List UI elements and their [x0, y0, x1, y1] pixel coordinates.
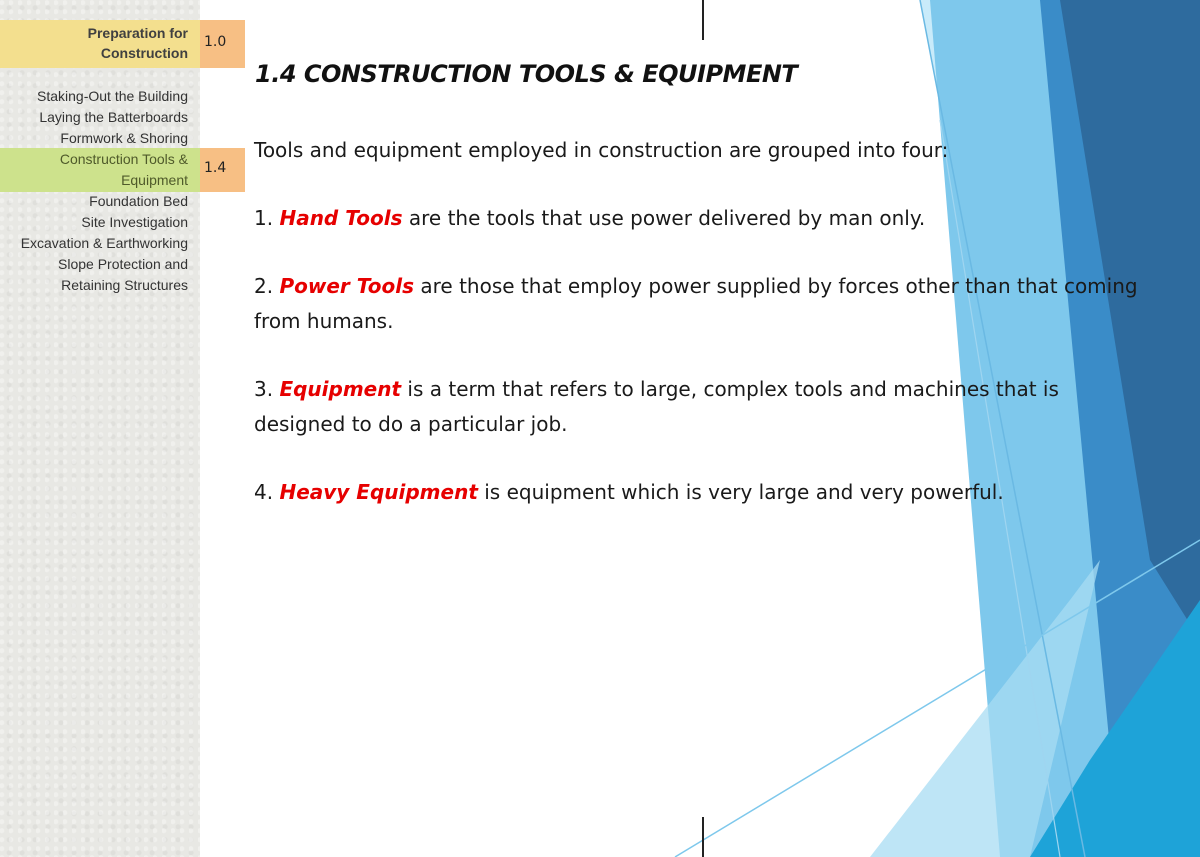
term-power-tools: Power Tools: [279, 274, 415, 298]
section-number: 1.0: [204, 34, 227, 50]
topic-item-formwork[interactable]: Formwork & Shoring: [60, 130, 188, 146]
topic-item-batterboards[interactable]: Laying the Batterboards: [39, 109, 188, 125]
item-number: 1.: [254, 206, 280, 230]
topic-item-construction-tools-line2: Equipment: [121, 172, 188, 188]
definition-item-hand-tools: [254, 201, 1154, 236]
topic-list: [0, 86, 188, 296]
section-title: [0, 23, 188, 63]
section-title-line1: Preparation for: [87, 25, 188, 41]
topic-item-foundation-bed[interactable]: Foundation Bed: [89, 193, 188, 209]
item-number: 2.: [254, 274, 280, 298]
term-equipment: Equipment: [279, 377, 402, 401]
top-tick-mark: [702, 0, 704, 40]
definition-item-heavy-equipment: [254, 475, 1154, 510]
topic-item-excavation[interactable]: Excavation & Earthworking: [20, 235, 188, 251]
topic-item-construction-tools[interactable]: [0, 149, 188, 191]
active-item-number: 1.4: [204, 160, 227, 176]
slide-body: [254, 133, 1154, 543]
bottom-tick-mark: [702, 817, 704, 857]
item-text: is equipment which is very large and very powerful.: [477, 480, 1004, 504]
slide-title: 1.4 CONSTRUCTION TOOLS & EQUIPMENT: [255, 60, 798, 88]
item-number: 3.: [254, 377, 280, 401]
item-number: 4.: [254, 480, 280, 504]
definition-item-power-tools: [254, 269, 1154, 339]
topic-item-slope-protection-line1: Slope Protection and: [58, 256, 188, 272]
topic-item-slope-protection[interactable]: [0, 254, 188, 296]
topic-item-staking-out[interactable]: Staking-Out the Building: [37, 88, 188, 104]
item-text: is a term that refers to large, complex tools and machines that is designed to do a particular job.: [254, 377, 1059, 436]
topic-item-site-investigation[interactable]: Site Investigation: [81, 214, 188, 230]
definition-item-equipment: [254, 372, 1154, 442]
section-title-line2: Construction: [100, 45, 188, 61]
term-hand-tools: Hand Tools: [279, 206, 403, 230]
topic-item-slope-protection-line2: Retaining Structures: [61, 277, 188, 293]
term-heavy-equipment: Heavy Equipment: [279, 480, 478, 504]
item-text: are the tools that use power delivered by man only.: [402, 206, 926, 230]
item-text: are those that employ power supplied by forces other than that coming from humans.: [254, 274, 1138, 333]
intro-text: Tools and equipment employed in construction are grouped into four:: [254, 138, 949, 162]
topic-item-construction-tools-line1: Construction Tools &: [59, 151, 188, 167]
